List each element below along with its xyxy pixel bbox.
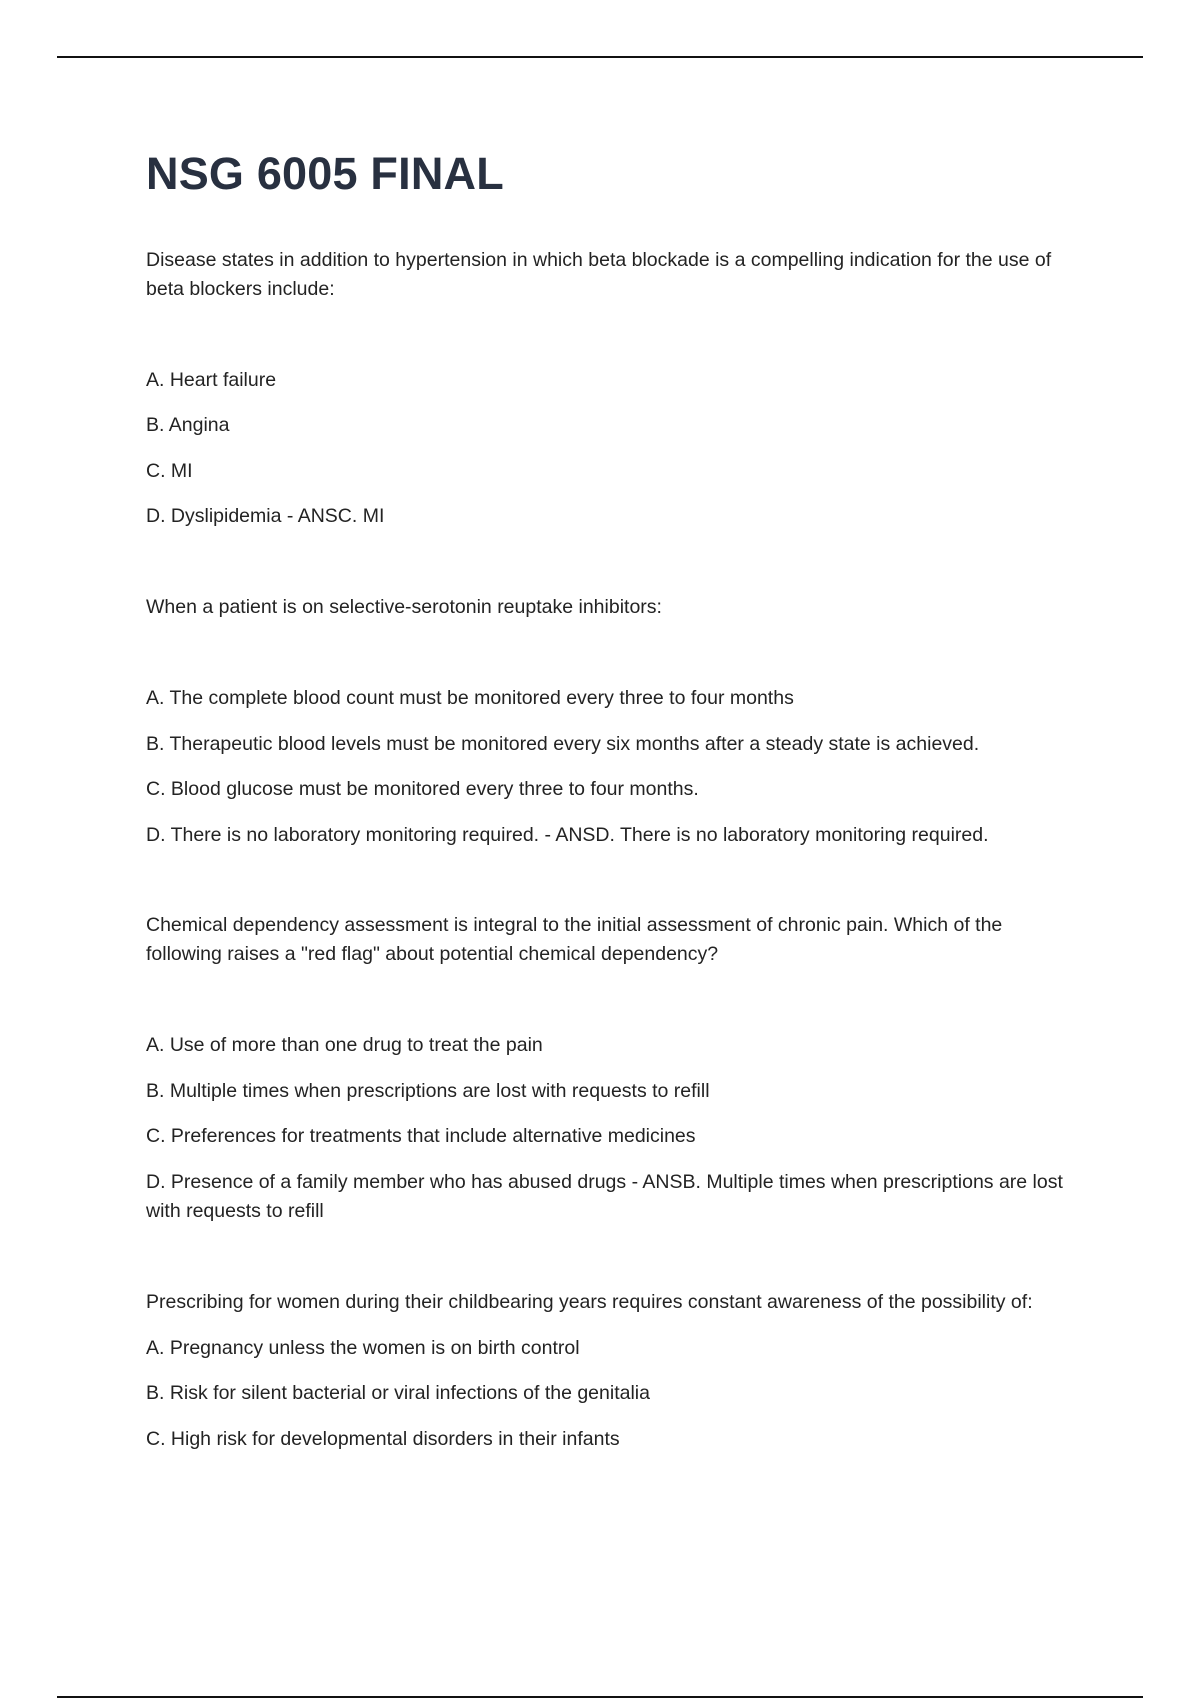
- question-1-option-d: D. Dyslipidemia - ANSC. MI: [146, 505, 385, 527]
- document-title: NSG 6005 FINAL: [146, 148, 504, 199]
- question-3-stem: Chemical dependency assessment is integral to the initial assessment of chronic pain. Which of the following raises a "red flag" about potential chemical dependency?: [146, 914, 1003, 965]
- question-2-option-c: C. Blood glucose must be monitored every three to four months.: [146, 778, 699, 800]
- question-4-option-c: C. High risk for developmental disorders in their infants: [146, 1428, 620, 1450]
- bottom-rule: [57, 1696, 1143, 1698]
- question-2-option-a: A. The complete blood count must be monitored every three to four months: [146, 687, 794, 709]
- question-4-option-b: B. Risk for silent bacterial or viral infections of the genitalia: [146, 1382, 650, 1404]
- question-3-option-c: C. Preferences for treatments that include alternative medicines: [146, 1125, 696, 1147]
- question-3-option-d: D. Presence of a family member who has abused drugs - ANSB. Multiple times when prescriptions are lost with requests to refill: [146, 1171, 1063, 1222]
- question-2-stem: When a patient is on selective-serotonin reuptake inhibitors:: [146, 596, 662, 618]
- question-1-option-b: B. Angina: [146, 414, 230, 436]
- question-3-option-a: A. Use of more than one drug to treat the pain: [146, 1034, 543, 1056]
- question-1-option-c: C. MI: [146, 460, 193, 482]
- question-1-option-a: A. Heart failure: [146, 369, 277, 391]
- question-1-stem: Disease states in addition to hypertension in which beta blockade is a compelling indication for the use of beta blockers include:: [146, 249, 1052, 300]
- question-4-stem: Prescribing for women during their childbearing years requires constant awareness of the possibility of:: [146, 1291, 1033, 1313]
- question-3-option-b: B. Multiple times when prescriptions are lost with requests to refill: [146, 1080, 710, 1102]
- top-rule: [57, 56, 1143, 58]
- question-2-option-d: D. There is no laboratory monitoring required. - ANSD. There is no laboratory monitoring required.: [146, 824, 989, 846]
- question-4-option-a: A. Pregnancy unless the women is on birth control: [146, 1337, 580, 1359]
- question-2-option-b: B. Therapeutic blood levels must be monitored every six months after a steady state is achieved.: [146, 733, 980, 755]
